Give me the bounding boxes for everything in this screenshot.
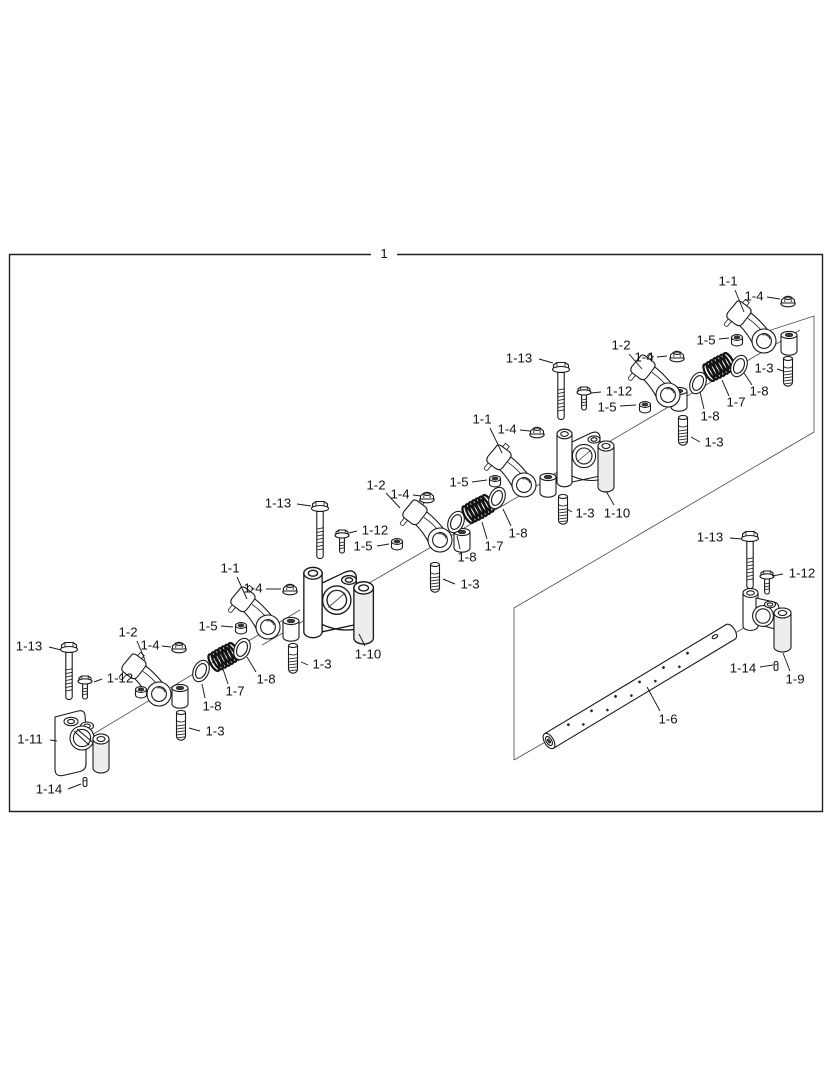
callout-label: 1-4 [140, 637, 160, 653]
callout-label: 1-5 [198, 618, 218, 634]
flange-bolt-small [577, 387, 591, 410]
callout-label: 1-7 [484, 538, 504, 554]
leader-line [657, 356, 667, 357]
stud-bolt [784, 357, 793, 387]
end-bracket-left [55, 711, 109, 776]
callout-label: 1-5 [353, 538, 373, 554]
stud-bolt [559, 495, 568, 525]
flange-bolt-small [78, 676, 92, 699]
adjust-cap [640, 402, 651, 413]
flange-bolt-long [61, 643, 78, 700]
leader-line [503, 509, 511, 526]
leader-line [162, 646, 171, 647]
flange-bolt-long [742, 532, 759, 589]
rocker-pair-unit-b [304, 427, 568, 644]
leader-line [719, 338, 729, 339]
callout-label: 1-8 [202, 698, 222, 714]
leader-line [777, 369, 783, 371]
pedestal [283, 617, 299, 641]
callout-label: 1-2 [366, 477, 386, 493]
leader-line [606, 491, 614, 505]
leader-line [539, 359, 553, 363]
hex-nut [781, 296, 795, 307]
callout-label: 1-6 [658, 711, 678, 727]
leader-line [301, 662, 308, 665]
adjust-cap [136, 687, 147, 698]
hex-nut [420, 492, 434, 503]
callout-label: 1-3 [460, 576, 480, 592]
callout-label: 1-7 [726, 394, 746, 410]
flange-bolt-long [312, 502, 329, 559]
callout-label: 1-1 [718, 273, 738, 289]
callout-label: 1-14 [35, 781, 63, 797]
adjust-cap [490, 476, 501, 487]
callout-label: 1-5 [597, 399, 617, 415]
rocker-arm [720, 296, 786, 359]
callout-label: 1-4 [243, 580, 263, 596]
dowel-pin [83, 778, 87, 787]
adjust-cap [392, 539, 403, 550]
leader-line [767, 297, 780, 299]
callout-label: 1-4 [497, 421, 517, 437]
hex-nut [670, 351, 684, 362]
callout-label: 1-12 [361, 522, 389, 538]
end-bracket-right [743, 589, 791, 653]
callout-label: 1-13 [505, 350, 533, 366]
callout-label: 1-5 [449, 474, 469, 490]
callout-label: 1-3 [205, 723, 225, 739]
callout-label: 1-3 [575, 505, 595, 521]
leader-line [247, 657, 256, 672]
callout-label: 1-2 [611, 337, 631, 353]
pedestal [172, 684, 188, 708]
leader-line [472, 480, 487, 482]
leader-line [221, 626, 233, 627]
callout-label: 1-8 [749, 383, 769, 399]
shaft-bracket [304, 567, 374, 644]
stud-bolt [679, 416, 688, 446]
callout-label: 1-14 [729, 660, 757, 676]
callout-label: 1-12 [106, 670, 134, 686]
rocker-shaft [541, 622, 739, 750]
leader-line [49, 647, 61, 650]
leader-line [591, 392, 601, 393]
hex-nut [530, 427, 544, 438]
callout-label: 1-2 [118, 624, 138, 640]
leader-line [68, 784, 81, 789]
callout-label: 1-8 [700, 408, 720, 424]
callout-label: 1-12 [605, 383, 633, 399]
leader-line [482, 522, 487, 539]
flange-bolt-long [553, 363, 570, 420]
leader-line [783, 653, 790, 671]
hex-nut [283, 584, 297, 595]
leader-line [760, 665, 773, 667]
leader-line [730, 538, 742, 539]
flange-bolt-small [760, 571, 774, 594]
pedestal [781, 331, 797, 355]
callout-label: 1-8 [457, 549, 477, 565]
leader-line [377, 544, 389, 546]
leader-line [202, 684, 205, 698]
callout-label: 1-9 [785, 671, 805, 687]
leader-line [620, 405, 636, 406]
leader-line [189, 728, 200, 731]
callout-label: 1-13 [696, 529, 724, 545]
leader-line [297, 504, 311, 506]
stud-bolt [177, 711, 186, 741]
callout-label: 1-3 [312, 656, 332, 672]
adjust-cap [732, 335, 743, 346]
callout-label: 1-12 [788, 565, 816, 581]
callout-label: 1-3 [704, 434, 724, 450]
leader-line [647, 687, 660, 711]
callout-label: 1-13 [15, 638, 43, 654]
flange-bolt-small [335, 530, 349, 553]
callouts-layer [16, 274, 815, 797]
callout-label: 1-3 [754, 360, 774, 376]
callout-label: 1-10 [354, 646, 382, 662]
rocker-arm [480, 440, 546, 503]
stud-bolt [431, 563, 440, 593]
leader-line [700, 392, 704, 409]
callout-label: 1-10 [603, 505, 631, 521]
callout-label: 1-8 [508, 525, 528, 541]
shaft-bracket [557, 429, 614, 492]
right-end-bracket-group [742, 532, 792, 671]
callout-label: 1-8 [256, 671, 276, 687]
callout-label: 1-1 [472, 411, 492, 427]
callout-label: 1-11 [17, 731, 43, 747]
dowel-pin [774, 662, 778, 671]
leader-line [94, 679, 102, 682]
leader-line [443, 579, 455, 584]
callout-label: 1-7 [225, 683, 245, 699]
callout-label: 1-1 [220, 560, 240, 576]
leader-line [691, 437, 700, 442]
pedestal [540, 473, 556, 497]
callout-label: 1-13 [264, 495, 292, 511]
callout-label: 1-5 [696, 332, 716, 348]
leader-line [413, 495, 421, 496]
leader-line [349, 531, 357, 533]
adjust-cap [236, 623, 247, 634]
callout-label: 1-4 [634, 349, 654, 365]
callout-label: 1-4 [390, 486, 410, 502]
assembly-callout-label: 1 [380, 246, 388, 261]
hex-nut [172, 642, 186, 653]
callout-label: 1-4 [744, 288, 764, 304]
stud-bolt [289, 644, 298, 674]
leader-line [520, 430, 530, 431]
